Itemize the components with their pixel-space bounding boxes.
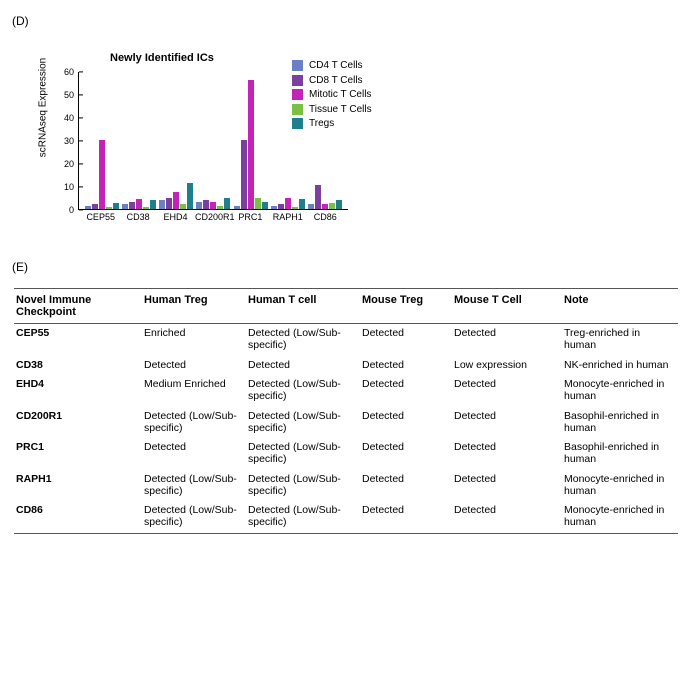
table-body (14, 324, 678, 533)
x-tick-label-cep55: CEP55 (86, 212, 115, 222)
cell-human-treg: Detected (144, 358, 187, 371)
bar-cd86-tregs (336, 200, 342, 209)
bar-raph1-tregs (299, 199, 305, 209)
cell-mouse-tcell: Detected (454, 409, 497, 422)
cell-note: NK-enriched in human (564, 358, 669, 371)
cell-mouse-tcell: Detected (454, 378, 497, 391)
cell-human-tcell: Detected (248, 358, 291, 371)
cell-mouse-tcell: Detected (454, 327, 497, 339)
legend-swatch-icon (292, 89, 303, 100)
bar-raph1-cd8-t-cells (278, 204, 284, 209)
panel-e-label: (E) (12, 260, 28, 274)
cell-mouse-tcell: Detected (454, 472, 497, 485)
cell-checkpoint: CD86 (16, 504, 43, 517)
table-header-row (14, 289, 678, 324)
bar-cd200r1-tissue-t-cells (217, 206, 223, 209)
cell-checkpoint: CEP55 (16, 327, 50, 339)
x-axis-tick-labels (78, 212, 348, 222)
cell-mouse-treg: Detected (362, 378, 405, 391)
x-tick-label-cd200r1: CD200R1 (194, 212, 235, 222)
cell-human-treg: Medium Enriched (144, 378, 226, 391)
col-header-checkpoint: Novel Immune Checkpoint (16, 294, 92, 318)
cell-checkpoint: EHD4 (16, 378, 45, 391)
bar-group-cd200r1 (196, 72, 230, 209)
cell-mouse-treg: Detected (362, 504, 405, 517)
legend-label: CD4 T Cells (309, 60, 363, 71)
cell-human-tcell: Detected (Low/Sub-specific) (248, 327, 341, 351)
bar-ehd4-mitotic-t-cells (173, 192, 179, 209)
legend-swatch-icon (292, 60, 303, 71)
cell-mouse-treg: Detected (362, 409, 405, 422)
legend-item-cd8-t-cells (292, 75, 372, 86)
bar-cep55-cd8-t-cells (92, 204, 98, 209)
cell-note: Monocyte-enriched in human (564, 378, 665, 402)
cell-mouse-tcell: Low expression (454, 358, 527, 371)
legend-swatch-icon (292, 104, 303, 115)
cell-mouse-treg: Detected (362, 327, 405, 339)
cell-human-treg: Enriched (144, 327, 186, 339)
bar-cep55-tissue-t-cells (106, 207, 112, 209)
cell-checkpoint: CD38 (16, 358, 43, 371)
bar-group-cep55 (85, 72, 119, 209)
bar-raph1-tissue-t-cells (292, 207, 298, 209)
table-row (14, 356, 678, 376)
x-tick-label-prc1: PRC1 (238, 212, 263, 222)
bar-cd200r1-cd8-t-cells (203, 200, 209, 209)
bar-prc1-cd4-t-cells (234, 206, 240, 209)
legend-label: Mitotic T Cells (309, 89, 372, 100)
table-row (14, 438, 678, 470)
cell-human-tcell: Detected (Low/Sub-specific) (248, 441, 341, 465)
col-header-mouse-treg: Mouse Treg (362, 294, 424, 306)
cell-note: Monocyte-enriched in human (564, 504, 665, 528)
table-row (14, 470, 678, 502)
cell-checkpoint: CD200R1 (16, 409, 63, 422)
y-tick-60: 60 (64, 67, 79, 77)
table-row (14, 501, 678, 533)
bar-cd38-tregs (150, 200, 156, 209)
cell-note: Basophil-enriched in human (564, 409, 660, 434)
y-tick-20: 20 (64, 159, 79, 169)
legend-item-tregs (292, 118, 372, 129)
bar-cd86-tissue-t-cells (329, 203, 335, 209)
cell-human-treg: Detected (Low/Sub-specific) (144, 472, 237, 497)
legend-item-mitotic-t-cells (292, 89, 372, 100)
cell-note: Treg-enriched in human (564, 327, 641, 351)
bar-group-ehd4 (159, 72, 193, 209)
table-row (14, 375, 678, 407)
legend-item-cd4-t-cells (292, 60, 372, 71)
bar-ehd4-tissue-t-cells (180, 204, 186, 209)
cell-mouse-tcell: Detected (454, 504, 497, 517)
y-tick-50: 50 (64, 90, 79, 100)
col-header-note: Note (564, 294, 589, 306)
y-tick-0: 0 (69, 205, 79, 215)
bar-cep55-cd4-t-cells (85, 206, 91, 209)
cell-human-tcell: Detected (Low/Sub-specific) (248, 409, 341, 434)
table-header (14, 289, 678, 324)
legend-swatch-icon (292, 118, 303, 129)
bar-cep55-mitotic-t-cells (99, 140, 105, 209)
y-tick-40: 40 (64, 113, 79, 123)
x-tick-label-ehd4: EHD4 (163, 212, 188, 222)
legend-label: Tregs (309, 118, 335, 129)
cell-human-tcell: Detected (Low/Sub-specific) (248, 378, 341, 402)
y-tick-10: 10 (64, 182, 79, 192)
table-row (14, 407, 678, 439)
bar-cd86-cd8-t-cells (315, 185, 321, 209)
bar-prc1-cd8-t-cells (241, 140, 247, 209)
checkpoint-table (14, 288, 678, 533)
y-tick-mark (79, 209, 83, 210)
checkpoint-table-wrapper (14, 288, 678, 534)
bar-group-cd38 (122, 72, 156, 209)
chart-title: Newly Identified ICs (110, 52, 214, 64)
bar-cd200r1-mitotic-t-cells (210, 202, 216, 209)
bar-cd200r1-tregs (224, 198, 230, 210)
bar-ehd4-cd4-t-cells (159, 200, 165, 209)
cell-note: Monocyte-enriched in human (564, 472, 665, 497)
bar-ehd4-tregs (187, 183, 193, 209)
cell-mouse-treg: Detected (362, 441, 405, 454)
cell-human-treg: Detected (Low/Sub-specific) (144, 504, 237, 528)
x-tick-label-cd86: CD86 (313, 212, 337, 222)
bar-cd38-mitotic-t-cells (136, 199, 142, 209)
bar-group-prc1 (234, 72, 268, 209)
bar-raph1-mitotic-t-cells (285, 198, 291, 210)
y-axis-label: scRNAseq Expression (37, 57, 49, 158)
cell-mouse-treg: Detected (362, 358, 405, 371)
bar-chart (14, 44, 414, 239)
cell-checkpoint: RAPH1 (16, 472, 52, 485)
legend-item-tissue-t-cells (292, 104, 372, 115)
cell-mouse-tcell: Detected (454, 441, 497, 454)
cell-note: Basophil-enriched in human (564, 441, 660, 465)
bar-prc1-mitotic-t-cells (248, 80, 254, 209)
chart-legend (292, 60, 372, 129)
x-tick-label-cd38: CD38 (126, 212, 150, 222)
bar-cep55-tregs (113, 203, 119, 209)
bar-prc1-tregs (262, 202, 268, 209)
panel-d-label: (D) (12, 14, 29, 28)
bar-cd38-cd4-t-cells (122, 204, 128, 209)
bar-cd86-mitotic-t-cells (322, 204, 328, 209)
col-header-human-tcell: Human T cell (248, 294, 317, 306)
cell-mouse-treg: Detected (362, 472, 405, 485)
bar-cd200r1-cd4-t-cells (196, 202, 202, 209)
legend-swatch-icon (292, 75, 303, 86)
bar-prc1-tissue-t-cells (255, 198, 261, 210)
cell-checkpoint: PRC1 (16, 441, 45, 454)
y-tick-30: 30 (64, 136, 79, 146)
bar-cd86-cd4-t-cells (308, 204, 314, 209)
bar-cd38-cd8-t-cells (129, 202, 135, 209)
bar-ehd4-cd8-t-cells (166, 198, 172, 210)
cell-human-treg: Detected (144, 441, 187, 454)
legend-label: Tissue T Cells (309, 103, 372, 115)
cell-human-treg: Detected (Low/Sub-specific) (144, 409, 237, 434)
table-row (14, 324, 678, 356)
table-bottom-rule (14, 533, 678, 534)
cell-human-tcell: Detected (Low/Sub-specific) (248, 472, 341, 497)
x-tick-label-raph1: RAPH1 (272, 212, 303, 222)
bar-cd38-tissue-t-cells (143, 207, 149, 209)
legend-label: CD8 T Cells (309, 74, 363, 86)
cell-human-tcell: Detected (Low/Sub-specific) (248, 504, 341, 528)
bar-raph1-cd4-t-cells (271, 206, 277, 209)
col-header-mouse-tcell: Mouse T Cell (454, 294, 522, 306)
col-header-human-treg: Human Treg (144, 294, 208, 306)
